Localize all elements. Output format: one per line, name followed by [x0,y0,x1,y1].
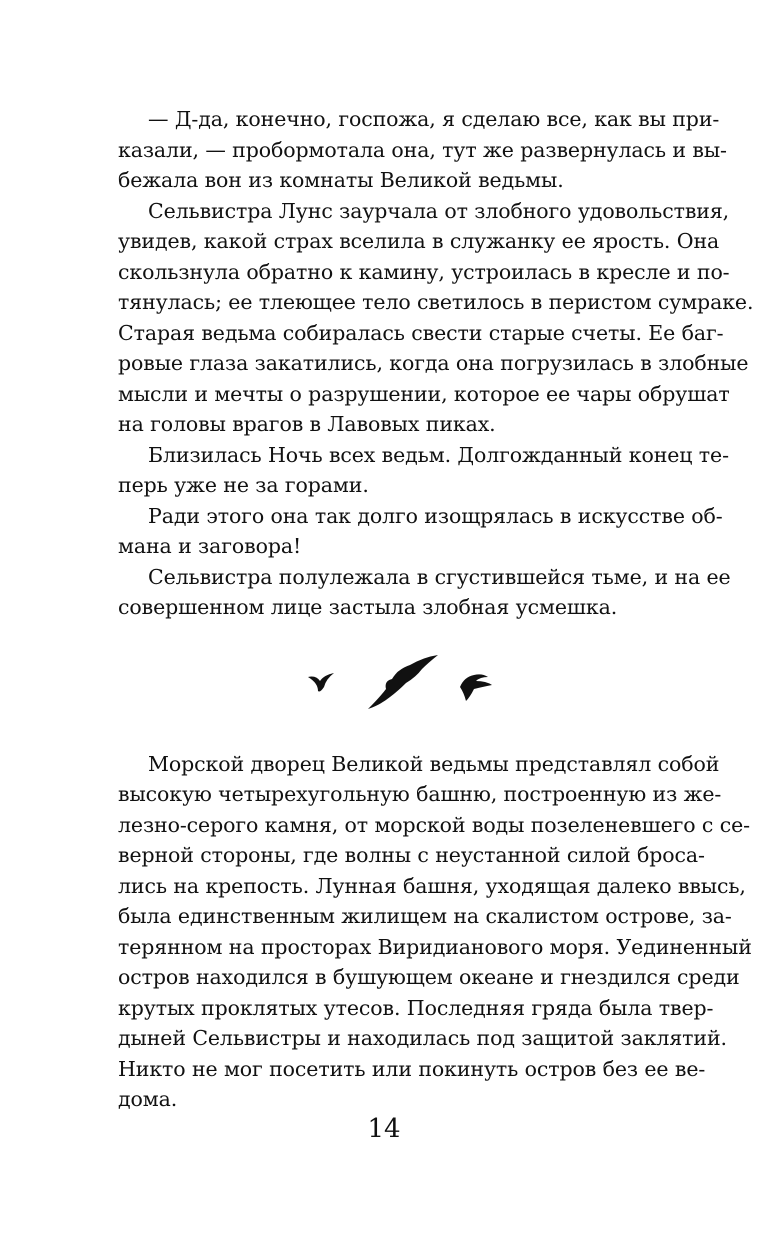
text-line: Никто не мог посетить или покинуть остров без ее ве- [118,1056,706,1081]
text-section-bottom [118,749,752,1115]
text-line: бежала вон из комнаты Великой ведьмы. [118,168,564,192]
page-body [118,104,754,1115]
text-line: крутых проклятых утесов. Последняя гряда была твер- [118,995,714,1020]
text-line: остров находился в бушующем океане и гнездился среди [118,965,740,989]
text-line: ровые глаза закатились, когда она погрузилась в злобные [118,351,749,375]
text-line: скользнула обратно к камину, устроилась в кресле и по- [118,259,730,284]
text-line: — Д-да, конечно, госпожа, я сделаю все, как вы при- [148,107,720,131]
three-crows-icon [298,647,498,727]
text-line: мана и заговора! [118,534,302,558]
text-line: казали, — пробормотала она, тут же развернулась и вы- [118,137,727,162]
text-line: Близилась Ночь всех ведьм. Долгожданный конец те- [148,442,729,467]
text-line: перь уже не за горами. [118,473,369,497]
text-line: дома. [118,1087,178,1111]
section-divider [118,631,685,741]
text-line: мысли и мечты о разрушении, которое ее чары обрушат [118,381,730,406]
text-line: терянном на просторах Виридианового моря. Уединенный [118,934,752,959]
text-line: лись на крепость. Лунная башня, уходящая далеко ввысь, [118,873,746,898]
page-number: 14 [367,1114,401,1144]
text-line: Старая ведьма собиралась свести старые счеты. Ее баг- [118,320,724,345]
text-line: Ради этого она так долго изощрялась в искусстве об- [148,503,723,528]
text-line: совершенном лице застыла злобная усмешка. [118,595,618,619]
text-line: дыней Сельвистры и находилась под защитой заклятий. [118,1026,727,1050]
crow-large-icon [368,655,438,709]
text-line: Морской дворец Великой ведьмы представлял собой [148,751,720,776]
text-line: на головы врагов в Лавовых пиках. [118,412,496,436]
text-line: Сельвистра полулежала в сгустившейся тьме, и на ее [148,564,731,589]
text-line: лезно-серого камня, от морской воды позеленевшего с се- [118,812,750,837]
text-line: Сельвистра Лунс заурчала от злобного удовольствия, [148,198,730,223]
text-line: увидев, какой страх вселила в служанку ее ярость. Она [118,229,720,253]
text-line: была единственным жилищем на скалистом острове, за- [118,904,732,928]
text-section-top [118,104,754,623]
crow-right-icon [460,674,492,701]
text-line: верной стороны, где волны с неустанной силой броса- [118,843,705,867]
text-line: тянулась; ее тлеющее тело светилось в перистом сумраке. [118,290,754,314]
text-line: высокую четырехугольную башню, построенную из же- [118,782,722,806]
crow-small-icon [308,673,334,692]
